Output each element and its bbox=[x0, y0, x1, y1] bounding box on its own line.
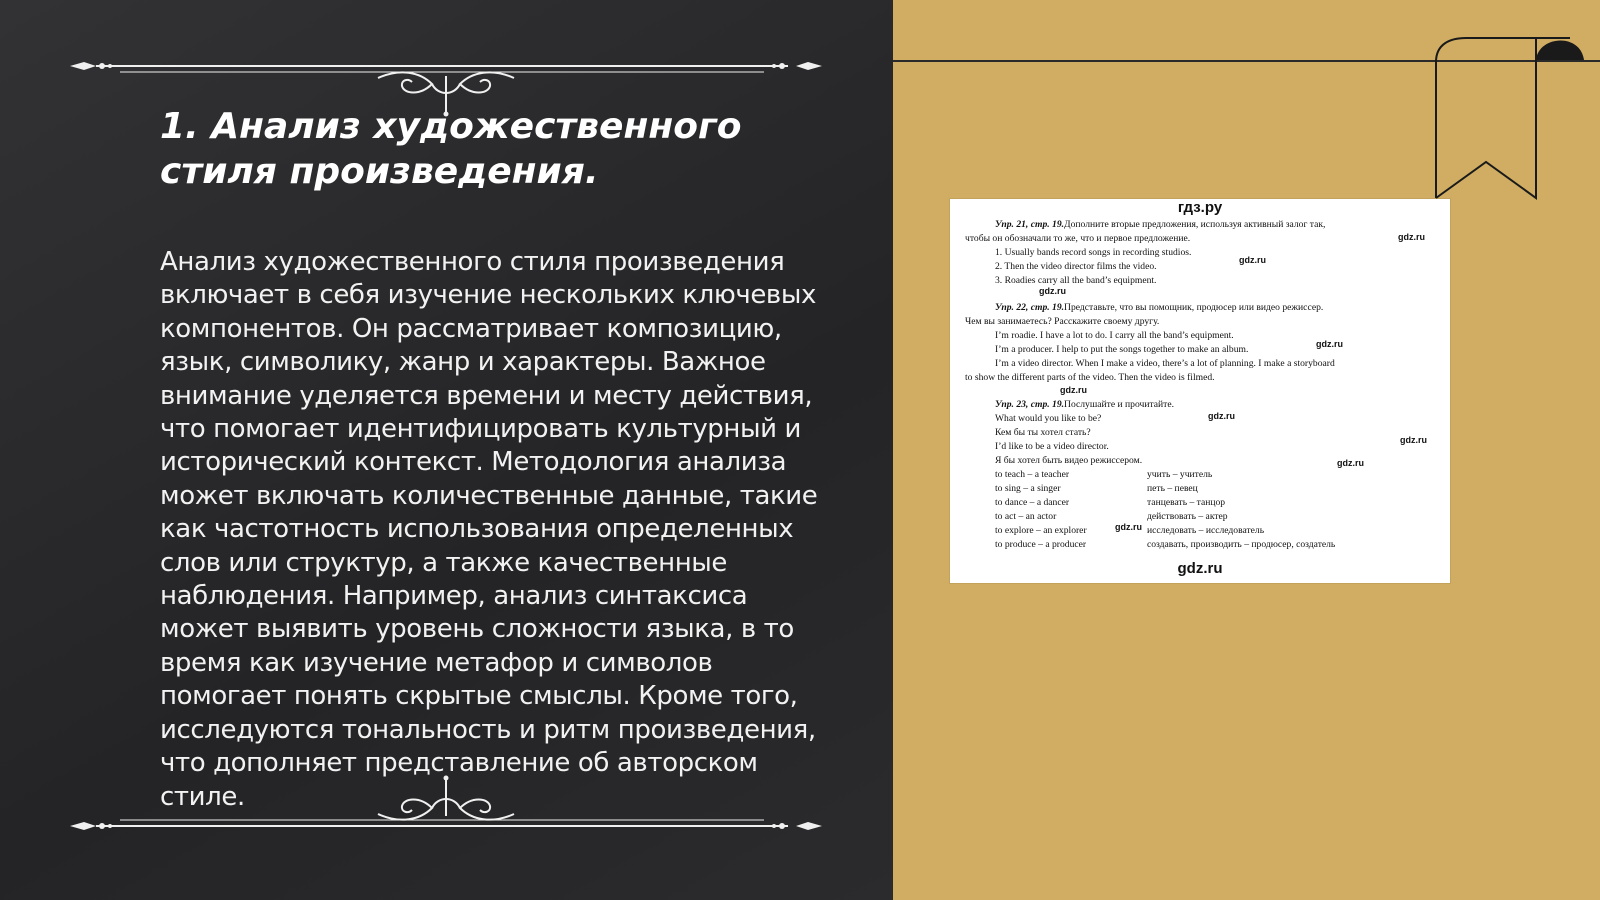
doc-line: to show the different parts of the video. Then the video is filmed. bbox=[965, 372, 1215, 383]
doc-line: I’d like to be a video director. bbox=[995, 441, 1109, 452]
doc-line: чтобы он обозначали то же, что и первое предложение. bbox=[965, 233, 1191, 244]
watermark: gdz.ru bbox=[1398, 232, 1425, 242]
doc-line: Упр. 22, стр. 19.Представьте, что вы помощник, продюсер или видео режиссер. bbox=[995, 302, 1324, 313]
slide-title: 1. Анализ художественного стиля произведения. bbox=[160, 106, 742, 192]
homework-document-image bbox=[950, 199, 1450, 583]
doc-line: Упр. 23, стр. 19.Послушайте и прочитайте. bbox=[995, 399, 1175, 410]
watermark: gdz.ru bbox=[1115, 522, 1142, 532]
doc-line: 2. Then the video director films the video. bbox=[995, 261, 1157, 272]
watermark: gdz.ru bbox=[1208, 411, 1235, 421]
doc-line: Я бы хотел быть видео режиссером. bbox=[995, 455, 1143, 466]
vocab-row: to teach – a teacher учить – учитель bbox=[995, 469, 1213, 480]
doc-line: I’m a producer. I help to put the songs together to make an album. bbox=[995, 344, 1249, 355]
watermark: gdz.ru bbox=[1316, 339, 1343, 349]
doc-line: I’m a video director. When I make a video, there’s a lot of planning. I make a storyboard bbox=[995, 358, 1335, 369]
doc-line: I’m roadie. I have a lot to do. I carry all the band’s equipment. bbox=[995, 330, 1234, 341]
bookmark-ribbon-icon bbox=[1430, 30, 1600, 206]
doc-line: What would you like to be? bbox=[995, 413, 1102, 424]
vocab-row: to dance – a dancer танцевать – танцор bbox=[995, 497, 1226, 508]
doc-line: Чем вы занимаетесь? Расскажите своему другу. bbox=[965, 316, 1160, 327]
vocab-row: to sing – a singer петь – певец bbox=[995, 483, 1198, 494]
vocab-row: to produce – a producer создавать, производить – продюсер, создатель bbox=[995, 539, 1336, 550]
slide-body-text: Анализ художественного стиля произведения включает в себя изучение нескольких ключевых компонентов. Он рассматривает композицию, язык, символику, жанр и характеры. Важное внимание уделяется времени и месту действия, что помогает идентифицировать культурный и исторический контекст. Методология анализа может включать количественные данные, такие как частотность использования определенных слов или структур, а также качественные наблюдения. Например, анализ синтаксиса может выявить уровень сложности языка, в то время как изучение метафор и символов помогает понять скрытые смыслы. Кроме того, исследуются тональность и ритм произведения, что дополняет представление об авторском стиле. bbox=[160, 247, 818, 812]
doc-line: Кем бы ты хотел стать? bbox=[995, 427, 1091, 438]
doc-line: 3. Roadies carry all the band’s equipment. bbox=[995, 275, 1157, 286]
document-text bbox=[950, 199, 1450, 583]
watermark: gdz.ru bbox=[1039, 286, 1066, 296]
vocab-row: to act – an actor действовать – актер bbox=[995, 511, 1228, 522]
vocab-row: to explore – an explorer исследовать – исследователь bbox=[995, 525, 1265, 536]
watermark: gdz.ru bbox=[1060, 385, 1087, 395]
doc-line: Упр. 21, стр. 19.Дополните вторые предложения, используя активный залог так, bbox=[995, 219, 1326, 230]
watermark: gdz.ru bbox=[1400, 435, 1427, 445]
document-footer: gdz.ru bbox=[1177, 560, 1223, 577]
document-header: гдз.ру bbox=[1177, 199, 1223, 216]
watermark: gdz.ru bbox=[1239, 255, 1266, 265]
watermark: gdz.ru bbox=[1337, 458, 1364, 468]
doc-line: 1. Usually bands record songs in recording studios. bbox=[995, 247, 1192, 258]
